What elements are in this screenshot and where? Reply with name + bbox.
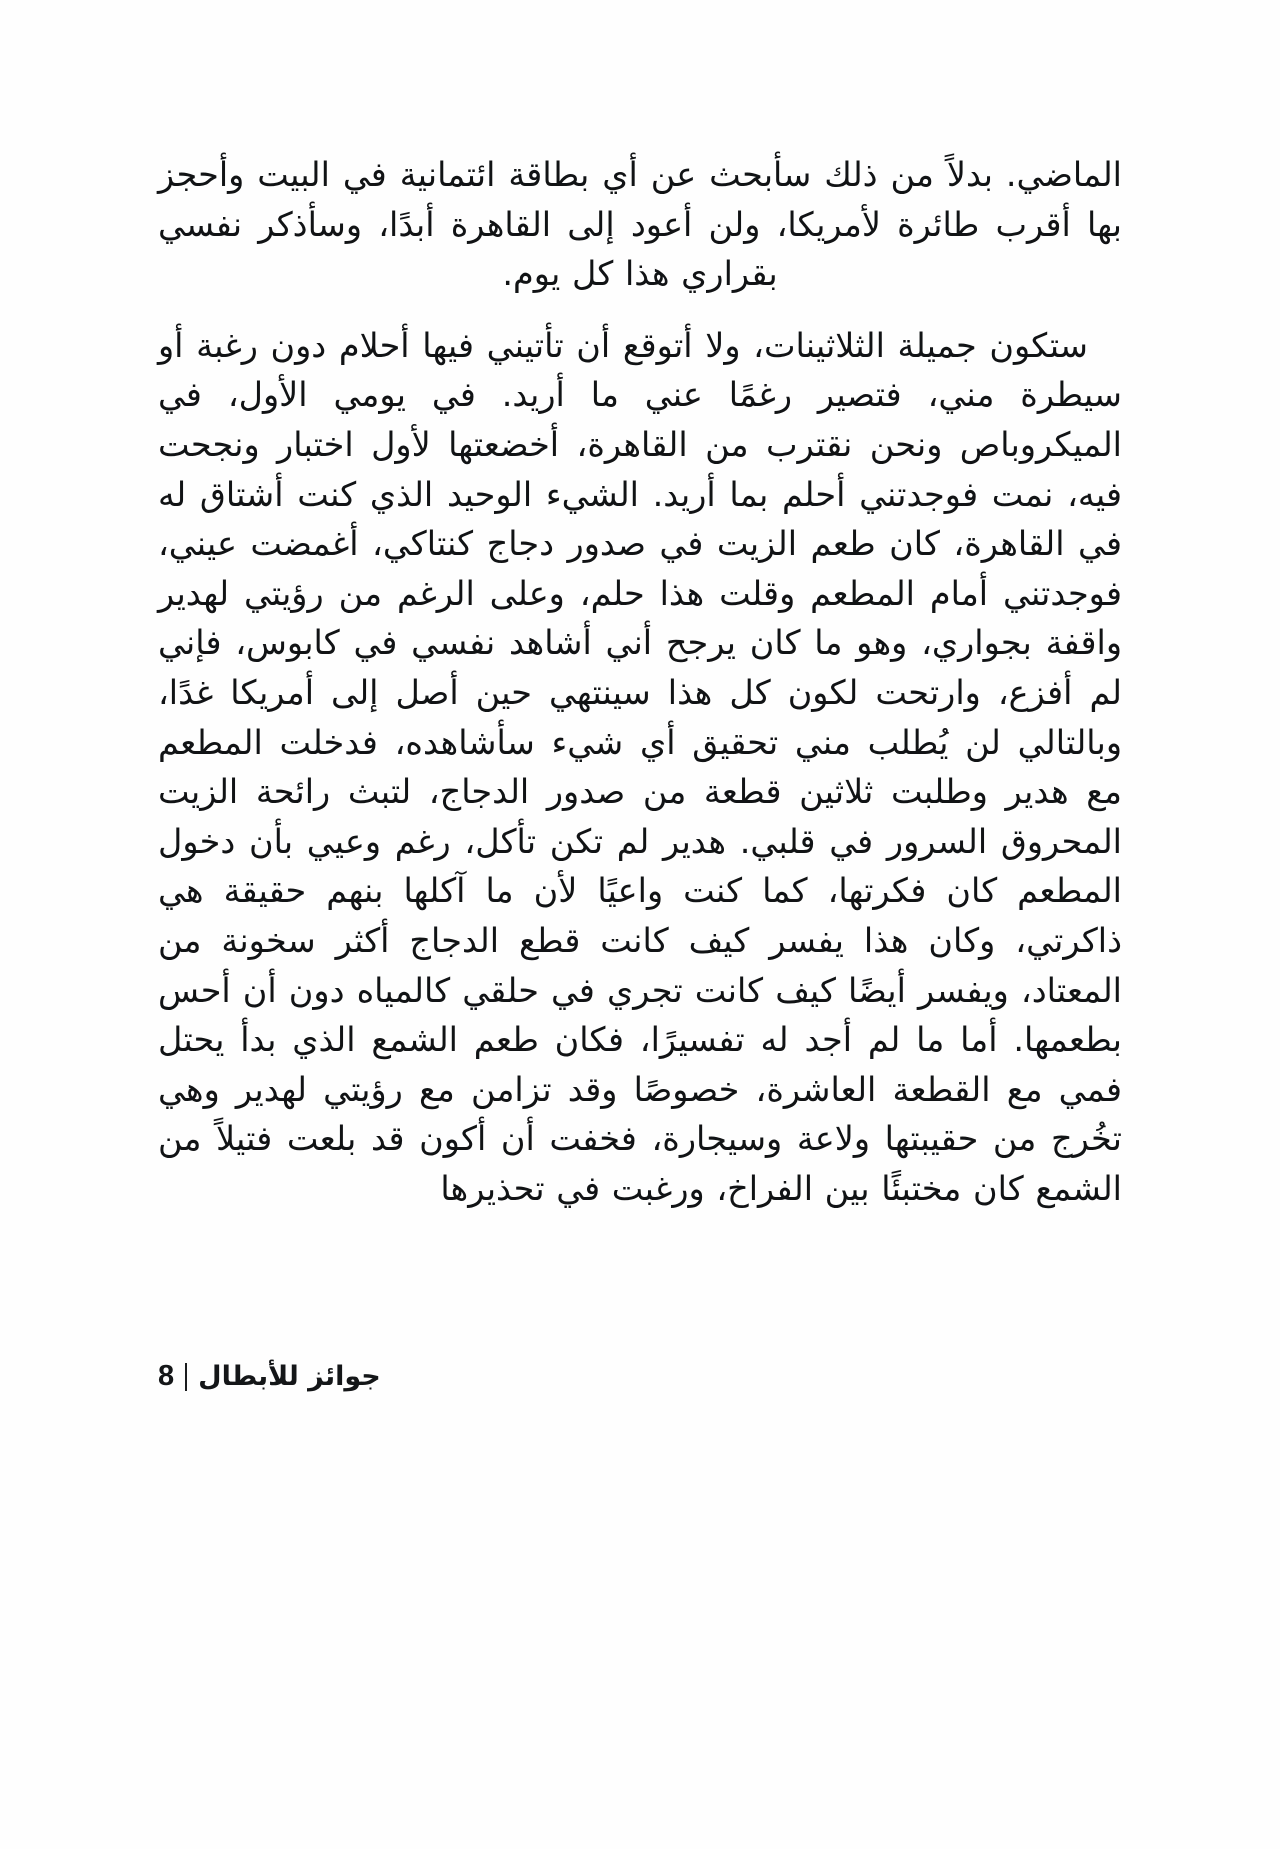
page-content <box>158 150 1122 1225</box>
book-title: جوائز للأبطال <box>198 1361 381 1392</box>
paragraph-2: ستكون جميلة الثلاثينات، ولا أتوقع أن تأتيني فيها أحلام دون رغبة أو سيطرة مني، فتصير رغمًا عني ما أريد. في يومي الأول، في الميكروباص ونحن نقترب من القاهرة، أخضعتها لأول اختبار ونجحت فيه، نمت فوجدتني أحلم بما أريد. الشيء الوحيد الذي كنت أشتاق له في القاهرة، كان طعم الزيت في صدور دجاج كنتاكي، أغمضت عيني، فوجدتني أمام المطعم وقلت هذا حلم، وعلى الرغم من رؤيتي لهدير واقفة بجواري، وهو ما كان يرجح أني أشاهد نفسي في كابوس، فإني لم أفزع، وارتحت لكون كل هذا سينتهي حين أصل إلى أمريكا غدًا، وبالتالي لن يُطلب مني تحقيق أي شيء سأشاهده، فدخلت المطعم مع هدير وطلبت ثلاثين قطعة من صدور الدجاج، لتبث رائحة الزيت المحروق السرور في قلبي. هدير لم تكن تأكل، رغم وعيي بأن دخول المطعم كان فكرتها، كما كنت واعيًا لأن ما آكلها بنهم حقيقة هي ذاكرتي، وكان هذا يفسر كيف كانت قطع الدجاج أكثر سخونة من المعتاد، ويفسر أيضًا كيف كانت تجري في حلقي كالمياه دون أن أحس بطعمها. أما ما لم أجد له تفسيرًا، فكان طعم الشمع الذي بدأ يحتل فمي مع القطعة العاشرة، خصوصًا وقد تزامن مع رؤيتي لهدير وهي تخُرج من حقيبتها ولاعة وسيجارة، فخفت أن أكون قد بلعت فتيلاً من الشمع كان مختبئًا بين الفراخ، ورغبت في تحذيرها <box>158 325 1122 1208</box>
page-footer <box>158 1362 381 1391</box>
footer-divider <box>185 1363 187 1391</box>
paragraph-1: الماضي. بدلاً من ذلك سأبحث عن أي بطاقة ائتمانية في البيت وأحجز بها أقرب طائرة لأمريكا، ولن أعود إلى القاهرة أبدًا، وسأذكر نفسي بقراري هذا كل يوم. <box>158 155 1122 294</box>
page-number: 8 <box>158 1360 175 1392</box>
